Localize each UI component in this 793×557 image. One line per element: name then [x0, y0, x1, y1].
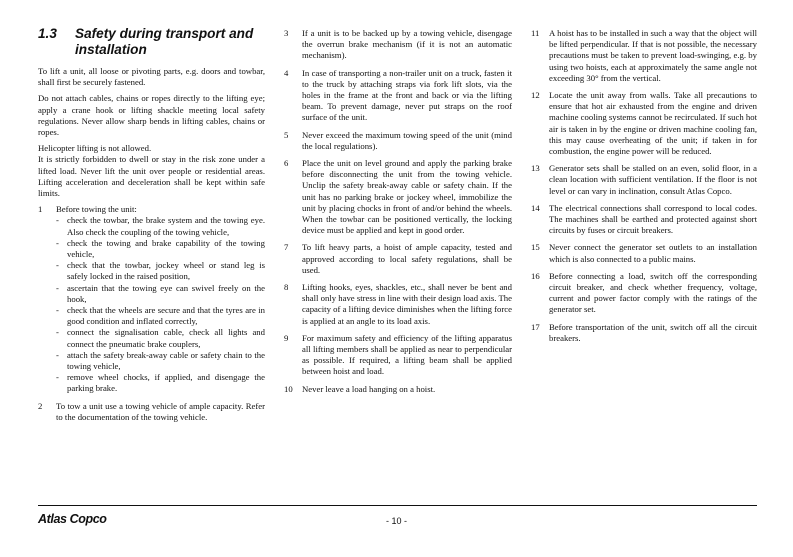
- list-item: [284, 384, 512, 395]
- item-text: Generator sets shall be stalled on an even, solid floor, in a clean location with sufficient ventilation. If the floor is not level or can vary in inclination, consult Atlas Copco.: [549, 163, 757, 196]
- item-text: Never connect the generator set outlets to an installation which is also connected to a public mains.: [549, 242, 757, 264]
- footer-divider: [38, 505, 757, 506]
- sub-item: - check that the towbar, jockey wheel or stand leg is safely locked in the raised position,: [56, 260, 265, 282]
- list-item: [531, 271, 757, 316]
- section-number: 1.3: [38, 26, 57, 41]
- intro-paragraph: Do not attach cables, chains or ropes directly to the lifting eye; apply a crane hook or lifting shackle meeting local safety regulations. Never allow sharp bends in lifting cables, chains or ropes.: [38, 93, 265, 138]
- item-text: For maximum safety and efficiency of the lifting apparatus all lifting members shall be applied as near to perpendicular as possible. If required, a lifting beam shall be applied between hoist and load.: [302, 332, 512, 377]
- list-item: [284, 68, 512, 124]
- list-item: [284, 28, 512, 62]
- sub-item-text: check the towing and brake capability of the towing vehicle,: [67, 237, 265, 260]
- section-heading: [38, 26, 265, 58]
- sub-item: - check the towbar, the brake system and the towing eye. Also check the coupling of the towing vehicle,: [56, 215, 265, 237]
- sub-item: - attach the safety break-away cable or safety chain to the towing vehicle,: [56, 349, 265, 372]
- list-item: [531, 203, 757, 237]
- list-item: [531, 163, 757, 197]
- item-text: Locate the unit away from walls. Take all precautions to ensure that hot air exhausted from the engine and driven machine cooling systems cannot be recirculated. If such hot air is taken in by the engine or driven machine cooling fan, this may cause overheating of the unit; if taken in for combustion, the engine power will be reduced.: [549, 90, 757, 157]
- sub-item: - ascertain that the towing eye can swivel freely on the hook,: [56, 282, 265, 304]
- sub-item-text: attach the safety break-away cable or safety chain to the towing vehicle,: [67, 349, 265, 372]
- item-number: 1: [38, 204, 43, 215]
- item-number: 16: [531, 270, 540, 281]
- item-number: 13: [531, 163, 540, 174]
- item-number: 14: [531, 202, 540, 213]
- item-text: The electrical connections shall correspond to local codes. The machines shall be earthed and protected against short circuits by fuses or circuit breakers.: [549, 202, 757, 236]
- item-text: To tow a unit use a towing vehicle of ample capacity. Refer to the documentation of the towing vehicle.: [56, 400, 265, 422]
- item-number: 3: [284, 28, 289, 38]
- sub-item-text: check the towbar, the brake system and the towing eye. Also check the coupling of the towing vehicle,: [67, 215, 265, 237]
- item-number: 2: [38, 400, 43, 411]
- intro-paragraph: Helicopter lifting is not allowed.: [38, 143, 152, 154]
- item-number: 5: [284, 129, 289, 140]
- item-text: In case of transporting a non-trailer unit on a truck, fasten it to the truck by attaching straps via fork lift slots, via the holes in the frame at the front and back or via the lifting beam. To prevent damage, never put straps on the roof surface of the unit.: [302, 67, 512, 123]
- item-text: Before towing the unit:: [56, 204, 137, 215]
- page-number: - 10 -: [385, 516, 407, 526]
- item-number: 9: [284, 332, 289, 343]
- list-item: [531, 28, 757, 84]
- sub-item: - connect the signalisation cable, check all lights and connect the pneumatic brake couplers,: [56, 327, 265, 349]
- sub-item-text: remove wheel chocks, if applied, and disengage the parking brake.: [67, 372, 265, 394]
- sub-item: - check the towing and brake capability of the towing vehicle,: [56, 237, 265, 260]
- item-number: 10: [284, 383, 293, 394]
- item-number: 6: [284, 158, 289, 169]
- sub-item-text: connect the signalisation cable, check all lights and connect the pneumatic brake couplers,: [67, 327, 265, 349]
- sub-item: - check that the wheels are secure and that the tyres are in good condition and inflated correctly,: [56, 305, 265, 327]
- list-item: [284, 282, 512, 327]
- column-2: [284, 28, 512, 401]
- item-number: 8: [284, 282, 289, 293]
- item-text: Before connecting a load, switch off the corresponding circuit breaker, and check whether frequency, voltage, current and power factor comply with the ratings of the generator set.: [549, 270, 757, 315]
- list-item: [531, 90, 757, 157]
- intro-paragraph: To lift a unit, all loose or pivoting parts, e.g. doors and towbar, shall first be securely fastened.: [38, 66, 265, 88]
- list-item: [284, 242, 512, 276]
- column-3: [531, 28, 757, 350]
- item-text: Before transportation of the unit, switch off all the circuit breakers.: [549, 321, 757, 343]
- item-text: Lifting hooks, eyes, shackles, etc., shall never be bent and shall only have stress in line with their design load axis. The capacity of a lifting device diminishes when the lifting force is applied at an angle to its load axis.: [302, 282, 512, 326]
- intro-paragraph: It is strictly forbidden to dwell or stay in the risk zone under a lifted load. Never lift the unit over people or residential areas. Lifting acceleration and deceleration shall be kept within safe limits.: [38, 154, 265, 199]
- list-item: [531, 322, 757, 344]
- item-number: 12: [531, 90, 540, 101]
- item-text: Never exceed the maximum towing speed of the unit (mind the local regulations).: [302, 129, 512, 151]
- item-text: A hoist has to be installed in such a way that the object will be lifted perpendicular. If that is not possible, the necessary precautions must be taken to prevent load-swinging, e.g. by using two hoists, each at approximately the same angle not exceeding 30° from the vertical.: [549, 28, 757, 83]
- item-number: 7: [284, 242, 289, 253]
- atlas-copco-logo: Atlas Copco: [38, 512, 107, 526]
- item-number: 11: [531, 28, 540, 38]
- sub-item-text: check that the wheels are secure and that the tyres are in good condition and inflated correctly,: [67, 305, 265, 327]
- list-item: [531, 242, 757, 264]
- column-1: [38, 28, 265, 429]
- item-text: Place the unit on level ground and apply the parking brake before disconnecting the unit from the towing vehicle. Unclip the safety break-away cable or safety chain. If the unit has no parking brake or jockey wheel, immobilize the unit by placing chocks in front of and/or behind the wheels. When the towbar can be positioned vertically, the locking device must be applied and kept in good order.: [302, 158, 512, 236]
- item-text: Never leave a load hanging on a hoist.: [302, 383, 436, 394]
- list-item: [284, 333, 512, 378]
- list-item: [284, 158, 512, 236]
- sub-item-text: check that the towbar, jockey wheel or stand leg is safely locked in the raised position,: [67, 260, 265, 282]
- item-number: 17: [531, 321, 540, 332]
- item-number: 4: [284, 67, 289, 78]
- item-text: If a unit is to be backed up by a towing vehicle, disengage the overrun brake mechanism (if it is not an automatic mechanism).: [302, 28, 512, 61]
- sub-item: - remove wheel chocks, if applied, and disengage the parking brake.: [56, 372, 265, 394]
- list-item: [38, 401, 265, 423]
- sub-item-text: ascertain that the towing eye can swivel freely on the hook,: [67, 282, 265, 304]
- item-text: To lift heavy parts, a hoist of ample capacity, tested and approved according to local safety regulations, shall be used.: [302, 242, 512, 275]
- list-item: [284, 130, 512, 152]
- section-title: Safety during transport and installation: [75, 26, 254, 57]
- list-item: [38, 204, 265, 394]
- item-number: 15: [531, 242, 540, 253]
